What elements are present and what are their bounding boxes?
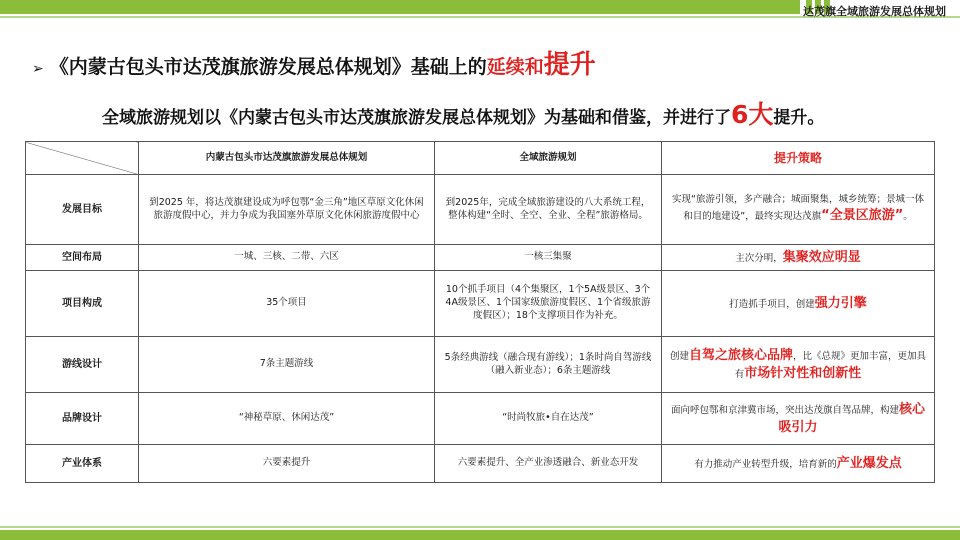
cell-strategy (662, 245, 935, 271)
cell-original: 一城、三核、二带、六区 (139, 245, 435, 271)
cell-global: 六要素提升、全产业渗透融合、新业态开发 (435, 445, 662, 483)
arrow-icon: ➢ (32, 61, 44, 77)
cell-strategy (662, 337, 935, 393)
subheading-text: 全域旅游规划以《内蒙古包头市达茂旗旅游发展总体规划》为基础和借鉴，并进行了 (102, 108, 731, 128)
column-header-strategy: 提升策略 (662, 142, 935, 175)
row-label: 产业体系 (26, 445, 139, 483)
cell-global: 一核三集聚 (435, 245, 662, 271)
table-row (26, 175, 935, 245)
cell-global: 到2025年，完成全域旅游建设的八大系统工程，整体构建“全时、全空、全业、全程”旅游格局。 (435, 175, 662, 245)
subheading-end: 提升。 (773, 108, 825, 128)
cell-original: 7条主题游线 (139, 337, 435, 393)
header-title: 达茂旗全域旅游发展总体规划 (803, 5, 946, 18)
row-label: 品牌设计 (26, 393, 139, 445)
strategy-text-end: 。 (903, 211, 913, 223)
table-header-row (26, 142, 935, 175)
table-row (26, 271, 935, 337)
cell-global: “时尚牧旅•自在达茂” (435, 393, 662, 445)
cell-original: “神秘草原、休闲达茂” (139, 393, 435, 445)
row-label: 空间布局 (26, 245, 139, 271)
table-row (26, 393, 935, 445)
cell-original: 到2025 年，将达茂旗建设成为呼包鄂“金三角”地区草原文化休闲旅游度假中心，并力争成为我国塞外草原文化休闲旅游度假中心 (139, 175, 435, 245)
strategy-highlight: 自驾之旅核心品牌 (688, 347, 793, 363)
strategy-text: 有力推动产业转型升级，培育新的 (694, 458, 837, 470)
strategy-highlight: “全景区旅游” (821, 208, 904, 224)
strategy-highlight: 集聚效应明显 (782, 249, 861, 265)
table-row (26, 337, 935, 393)
strategy-highlight-2: 市场针对性和创新性 (744, 365, 862, 381)
subheading-number: 6大 (731, 100, 774, 129)
table-row (26, 245, 935, 271)
top-green-band (0, 0, 800, 14)
cell-strategy (662, 393, 935, 445)
cell-original: 六要素提升 (139, 445, 435, 483)
cell-global: 5条经典游线（融合现有游线）；1条时尚自驾游线（融入新业态）；6条主题游线 (435, 337, 662, 393)
column-header: 内蒙古包头市达茂旗旅游发展总体规划 (139, 142, 435, 175)
strategy-text-mid: ，比《总规》更加丰富，更加具有 (734, 350, 927, 380)
comparison-table (25, 141, 935, 483)
cell-original: 35个项目 (139, 271, 435, 337)
strategy-text: 面向呼包鄂和京津冀市场，突出达茂旗自驾品牌，构建 (670, 404, 899, 416)
bottom-rule (0, 526, 960, 528)
cell-global: 10个抓手项目（4个集聚区，1个5A级景区、3个4A级景区、1个国家级旅游度假区、1个省级旅游度假区）；18个支撑项目作为补充。 (435, 271, 662, 337)
strategy-highlight: 产业爆发点 (836, 455, 902, 471)
column-header: 全域旅游规划 (435, 142, 662, 175)
heading-emphasis: 提升 (543, 50, 596, 80)
heading-red-text: 延续和 (486, 56, 544, 78)
bottom-green-band (0, 530, 960, 540)
slide-subheading (102, 95, 824, 131)
row-label: 项目构成 (26, 271, 139, 337)
cell-strategy (662, 445, 935, 483)
heading-text: 《内蒙古包头市达茂旗旅游发展总体规划》基础上的 (49, 56, 487, 78)
cell-strategy (662, 271, 935, 337)
strategy-text: 创建 (669, 350, 689, 362)
row-label: 发展目标 (26, 175, 139, 245)
top-bar (0, 0, 960, 20)
table-row (26, 445, 935, 483)
diagonal-header-cell (26, 142, 139, 175)
strategy-highlight: 核心吸引力 (778, 401, 926, 435)
row-label: 游线设计 (26, 337, 139, 393)
cell-strategy (662, 175, 935, 245)
bottom-bar (0, 526, 960, 540)
strategy-text: 主次分明， (735, 252, 783, 264)
strategy-text: 打造抓手项目，创建 (729, 298, 815, 310)
slide-heading (32, 44, 596, 81)
strategy-text: 实现“旅游引领，多产融合；城面聚集，城乡统筹；景城一体和目的地建设”，最终实现达茂旗 (672, 194, 924, 223)
strategy-highlight: 强力引擎 (814, 295, 867, 311)
